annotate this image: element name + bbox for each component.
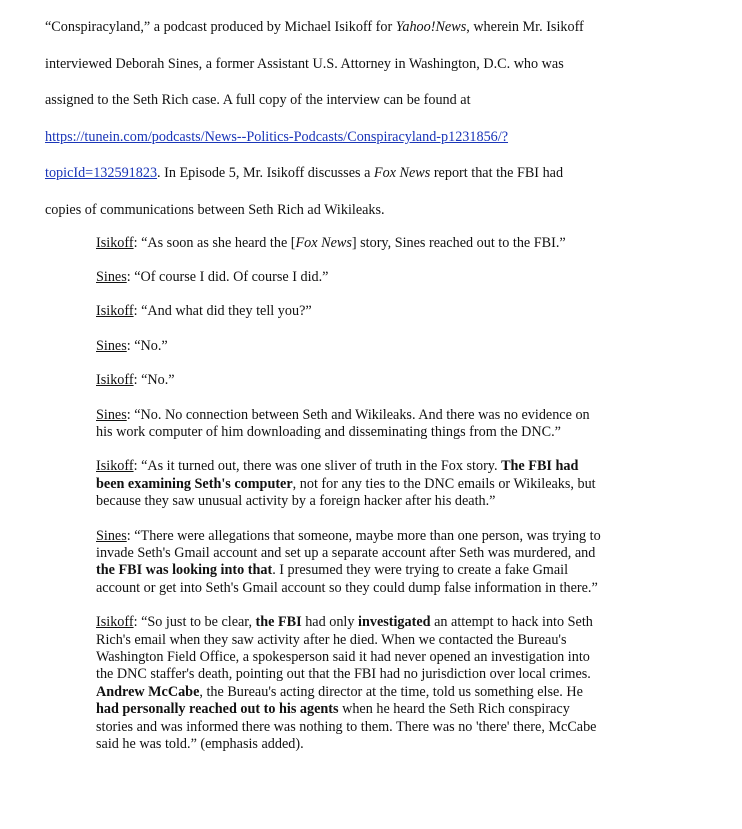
transcript-quote bbox=[96, 372, 712, 389]
quote-text: ] story, Sines reached out to the FBI.” bbox=[351, 234, 566, 251]
intro-line-2: interviewed Deborah Sines, a former Assistant U.S. Attorney in Washington, D.C. who was bbox=[45, 55, 564, 72]
quote-text: Washington Field Office, a spokesperson said it had never opened an investigation into bbox=[96, 649, 590, 666]
speaker-name: Isikoff bbox=[96, 303, 134, 320]
quote-text: : “So just to be clear, bbox=[133, 614, 256, 631]
quote-text: : “As soon as she heard the [ bbox=[133, 234, 296, 251]
transcript-block bbox=[45, 235, 712, 754]
transcript-quote bbox=[96, 235, 712, 252]
intro-paragraph bbox=[45, 9, 712, 229]
intro-line-5 bbox=[45, 155, 712, 192]
quote-text: : “There were allegations that someone, maybe more than one person, was trying to bbox=[126, 527, 601, 544]
intro-text: , wherein Mr. Isikoff bbox=[466, 19, 584, 35]
quote-text: an attempt to hack into Seth bbox=[430, 614, 593, 631]
emphasis-text: the FBI bbox=[255, 614, 302, 631]
quote-text: Rich's email when they saw activity after he died. When we contacted the Bureau's bbox=[96, 631, 567, 648]
quote-text: , the Bureau's acting director at the time, told us something else. He bbox=[199, 683, 583, 700]
quote-text: : “As it turned out, there was one sliver of truth in the Fox story. bbox=[133, 458, 502, 475]
intro-line-3: assigned to the Seth Rich case. A full copy of the interview can be found at bbox=[45, 92, 471, 109]
publication-name: Yahoo!News bbox=[395, 19, 467, 35]
quote-text: invade Seth's Gmail account and set up a separate account after Seth was murdered, and bbox=[96, 545, 596, 562]
quote-text: the DNC staffer's death, pointing out that the FBI had no jurisdiction over local crimes. bbox=[96, 666, 591, 683]
quote-text: account or get into Seth's Gmail account so they could dump false information in there.” bbox=[96, 579, 598, 596]
transcript-quote bbox=[96, 338, 712, 355]
speaker-name: Isikoff bbox=[96, 458, 134, 475]
publication-name: Fox News bbox=[295, 234, 352, 251]
podcast-url-link-continued[interactable]: topicId=132591823 bbox=[45, 165, 158, 182]
quote-text: , not for any ties to the DNC emails or Wikileaks, but bbox=[292, 475, 596, 492]
emphasis-text: investigated bbox=[358, 614, 431, 631]
quote-text: : “Of course I did. Of course I did.” bbox=[126, 268, 329, 285]
quote-text: : “No.” bbox=[133, 372, 175, 389]
quote-text: when he heard the Seth Rich conspiracy bbox=[338, 701, 570, 718]
quote-text: stories and was informed there was nothing to them. There was no 'there' there, McCabe bbox=[96, 718, 597, 735]
quote-text: had only bbox=[301, 614, 359, 631]
transcript-quote bbox=[96, 614, 712, 753]
quote-text: because they saw unusual activity by a foreign hacker after his death.” bbox=[96, 493, 496, 510]
speaker-name: Isikoff bbox=[96, 614, 134, 631]
speaker-name: Sines bbox=[96, 268, 127, 285]
transcript-quote bbox=[96, 303, 712, 320]
emphasis-text: The FBI had bbox=[501, 458, 579, 475]
intro-line-4 bbox=[45, 119, 712, 156]
podcast-url-link[interactable]: https://tunein.com/podcasts/News--Politics-Podcasts/Conspiracyland-p1231856/? bbox=[45, 128, 509, 145]
transcript-quote bbox=[96, 528, 712, 598]
intro-line-1 bbox=[45, 9, 712, 46]
speaker-name: Sines bbox=[96, 527, 127, 544]
emphasis-text: Andrew McCabe bbox=[96, 683, 200, 700]
publication-name: Fox News bbox=[373, 165, 431, 182]
speaker-name: Sines bbox=[96, 337, 127, 354]
transcript-quote bbox=[96, 458, 712, 510]
quote-text: . I presumed they were trying to create a fake Gmail bbox=[272, 562, 569, 579]
intro-line-6: copies of communications between Seth Rich ad Wikileaks. bbox=[45, 201, 385, 218]
intro-text: report that the FBI had bbox=[430, 165, 564, 182]
intro-text: . In Episode 5, Mr. Isikoff discusses a bbox=[157, 165, 374, 182]
quote-text: : “No.” bbox=[126, 337, 168, 354]
quote-text: : “No. No connection between Seth and Wikileaks. And there was no evidence on bbox=[126, 406, 590, 423]
transcript-quote bbox=[96, 407, 712, 442]
quote-text: : “And what did they tell you?” bbox=[133, 303, 312, 320]
quote-text: his work computer of him downloading and disseminating things from the DNC.” bbox=[96, 424, 561, 440]
emphasis-text: the FBI was looking into that bbox=[96, 562, 273, 579]
speaker-name: Isikoff bbox=[96, 234, 134, 251]
quote-text: said he was told.” (emphasis added). bbox=[96, 736, 304, 753]
transcript-quote bbox=[96, 269, 712, 286]
speaker-name: Sines bbox=[96, 406, 127, 423]
intro-text: “Conspiracyland,” a podcast produced by Michael Isikoff for bbox=[45, 19, 396, 35]
speaker-name: Isikoff bbox=[96, 372, 134, 389]
emphasis-text: been examining Seth's computer bbox=[96, 475, 293, 492]
emphasis-text: had personally reached out to his agents bbox=[96, 701, 339, 718]
